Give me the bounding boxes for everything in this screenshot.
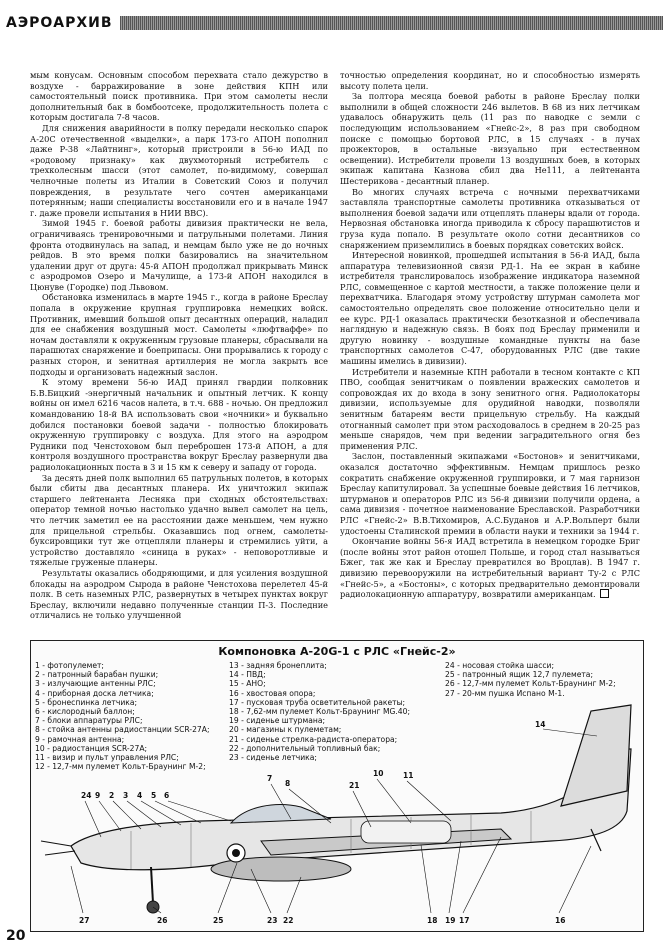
paragraph: Истребители и наземные КПН работали в тесном контакте с КП ПВО, сообщая зенитчикам о появлении вражеских самолетов и сопровождая их до входа в зону зенитного огня. Радиолокаторы дивизии, используемые для орудийной наводки, позволяли зенитным батареям вести прицельную стрельбу. На каждый отогнанный самолет при этом расходовалось в среднем в 20-25 раз меньше снарядов, чем при ведении заградительного огня без применения РЛС. <box>340 366 640 451</box>
legend-item: 21 - сиденье стрелка-радиста-оператора; <box>229 734 398 744</box>
legend-item: 25 - патронный ящик 12,7 пулемета; <box>445 670 594 680</box>
paragraph: Заслон, поставленный экипажами «Бостонов» и зенитчиками, оказался достаточно эффективным. Немцам пришлось резко сократить снабжение окруженной группировки, и 7 мая гарнизон Бреслау капитулировал. За успешные боевые действия 16 летчиков, штурманов и операторов РЛС из 56-й дивизии получили ордена, а сама дивизия - почетное наименование Бреславской. Разработчики РЛС «Гнейс-2» В.В.Тихомиров, А.С.Буданов и А.Р.Вольперт были удостоены Сталинской премии в области науки и техники за 1944 г. <box>340 451 640 536</box>
legend-item: 17 - пусковая труба осветительной ракеты; <box>229 697 406 707</box>
legend-item: 10 - радиостанция SCR-27А; <box>35 743 148 753</box>
callout-label: 16 <box>555 916 566 925</box>
callout-label: 2 <box>109 791 115 800</box>
callout-label: 21 <box>349 781 360 790</box>
legend-item: 20 - магазины к пулеметам; <box>229 725 342 735</box>
callout-label: 26 <box>157 916 168 925</box>
callout-label: 9 <box>95 791 101 800</box>
end-mark-icon <box>600 589 609 598</box>
callout-label: 23 <box>267 916 278 925</box>
callout-label: 6 <box>164 791 170 800</box>
paragraph: Результаты оказались ободряющими, и для усиления воздушной блокады на аэродром Сырода в районе Ченстохова перелетел 45-й полк. В сеть наземных РЛС, развернутых в четырех пунктах вокруг Бреслау, включили недавно полученные станции П-3. Последние отличались не только улучшенной <box>30 567 328 621</box>
section-header <box>0 14 663 32</box>
page-number: 20 <box>6 928 26 944</box>
paragraph: Зимой 1945 г. боевой работы дивизия практически не вела, ограничиваясь тренировочными и патрульными полетами. Линия фронта отодвинулась на запад, и немцам было уже не до ночных рейдов. В это время полки базировались на значительном удалении друг от друга: 45-й АПОН продолжал прикрывать Минск с аэродромов Озеро и Мачулище, а 173-й АПОН находился в Цюнуве (Городке) под Львовом. <box>30 218 328 292</box>
legend-item: 26 - 12,7-мм пулемет Кольт-Браунинг М-2; <box>445 679 616 689</box>
legend-item: 11 - визир и пульт управления РЛС; <box>35 753 179 763</box>
callout-label: 7 <box>267 774 273 783</box>
callout-label: 4 <box>137 791 143 800</box>
legend-item: 22 - дополнительный топливный бак; <box>229 743 381 753</box>
aircraft-layout-figure <box>30 640 644 932</box>
legend-item: 1 - фотопулемет; <box>35 661 104 670</box>
callout-label: 19 <box>445 916 456 925</box>
legend-item: 18 - 7,62-мм пулемет Кольт-Браунинг MG.40; <box>229 707 411 717</box>
legend-item: 24 - носовая стойка шасси; <box>445 661 555 670</box>
legend-item: 12 - 12,7-мм пулемет Кольт-Браунинг М-2; <box>35 762 206 772</box>
figure-title: Компоновка А-20G-1 с РЛС «Гнейс-2» <box>218 645 456 658</box>
left-text-column <box>30 70 328 621</box>
callout-label: 11 <box>403 771 414 780</box>
paragraph-text: Окончание войны 56-я ИАД встретила в немецком городке Бриг (после войны этот район отошел Польше, и город стал называться Бжег, так же как и Бреслау превратился во Вроцлав). В 1947 г. дивизию перевооружили на истребительный вариант Ту-2 с РЛС «Гнейс-5», а «Бостоны», с которых предварительно демонтировали радиолокационную аппаратуру, возвратили американцам. <box>340 536 640 600</box>
right-text-column <box>340 70 640 600</box>
legend-item: 19 - сиденье штурмана; <box>229 716 326 726</box>
callout-label: 14 <box>535 720 546 729</box>
legend-item: 2 - патронный барабан пушки; <box>35 670 159 680</box>
paragraph: За полтора месяца боевой работы в районе Бреслау полки выполнили в общей сложности 246 вылетов. В 68 из них летчикам удавалось обнаружить цель (11 раз по наводке с земли с последующим использованием «Гнейс-2», 8 раз при свободном поиске с помощью бортовой РЛС, в 15 случаях - в лучах прожекторов, в остальные -визуально при естественном освещении). Истребители провели 13 воздушных боев, в которых экипаж капитана Казнова сбил два Не111, а лейтенанта Шестерикова - десантный планер. <box>340 91 640 186</box>
legend-item: 23 - сиденье летчика; <box>229 753 317 763</box>
callout-label: 24 <box>81 791 92 800</box>
callout-label: 8 <box>285 779 291 788</box>
paragraph: Интересной новинкой, прошедшей испытания в 56-й ИАД, была аппаратура телевизионной связи РД-1. На ее экран в кабине истребителя транслировалось изображение индикатора наземной РЛС, совмещенное с картой местности, а также положение цели и перехватчика. Благодаря этому устройству штурман самолета мог самостоятельно определять свое положение относительно цели и ее курс. РД-1 оказалась практически безотказной и обеспечивала наглядную и надежную связь. В боях под Бреслау применили и другую новинку - воздушные командные пункты на базе транспортных самолетов С-47, оборудованных РЛС (две такие машины имелись в дивизии). <box>340 250 640 367</box>
legend-item: 9 - рамочная антенна; <box>35 734 125 744</box>
callout-label: 5 <box>151 791 157 800</box>
callout-label: 22 <box>283 916 294 925</box>
paragraph: Для снижения аварийности в полку передали несколько спарок А-20С отечественной «выделки», а парк 173-го АПОН пополнил даже Р-38 «Лайтнинг», который пристроили в 56-ю ИАД по «родовому признаку» как двухмоторный истребитель с трехколесным шасси (этот самолет, по-видимому, совершал челночные полеты из Италии в Советский Союз и получил повреждения, в результате чего сочтен американцами потерянным; наши специалисты восстановили его и в начале 1947 г. даже провели испытания в НИИ ВВС). <box>30 122 328 218</box>
legend-item: 15 - АНО; <box>229 679 266 689</box>
legend-item: 5 - бронеспинка летчика; <box>35 697 138 707</box>
callout-label: 27 <box>79 916 90 925</box>
callout-label: 18 <box>427 916 438 925</box>
paragraph: К этому времени 56-ю ИАД принял гвардии полковник Б.В.Бицкий -энергичный начальник и опытный летчик. К концу войны он имел 6216 часов налета, в т.ч. 688 - ночью. Он предложил командованию 18-й ВА использовать свои «ночники» и буквально добился постановки боевой задачи - полностью блокировать окруженную группировку с воздуха. Для этого на аэродром Рудники под Ченстоховом был переброшен 173-й АПОН, а для контроля воздушного пространства вокруг Бреслау развернули два радиолокационных поста в 3 и 15 км к северу и западу от города. <box>30 377 328 472</box>
paragraph: точностью определения координат, но и способностью измерять высоту полета цели. <box>340 70 640 91</box>
paragraph <box>340 536 640 600</box>
legend-column <box>35 661 210 771</box>
legend-column <box>229 661 410 762</box>
legend-item: 4 - приборная доска летчика; <box>35 688 154 698</box>
legend-item: 8 - стойка антенны радиостанции SCR-27А; <box>35 725 210 735</box>
callout-label: 10 <box>373 769 384 778</box>
callout-label: 25 <box>213 916 224 925</box>
section-title: АЭРОАРХИВ <box>6 14 119 32</box>
legend-item: 14 - ПВД; <box>229 670 266 680</box>
legend-item: 16 - хвостовая опора; <box>229 688 316 698</box>
header-rule <box>120 16 663 30</box>
callout-label: 3 <box>123 791 129 800</box>
legend-item: 3 - излучающие антенны РЛС; <box>35 679 156 689</box>
legend-column <box>445 661 616 698</box>
legend-item: 6 - кислородный баллон; <box>35 707 135 717</box>
paragraph: Во многих случаях встреча с ночными перехватчиками заставляла транспортные самолеты противника отказываться от выполнения боевой задачи или отцеплять планеры вдали от города. Нервозная обстановка иногда приводила к сбросу парашютистов и груза куда попало. В результате около сотни десантников со снаряжением приземлились в боевых порядках советских войск. <box>340 186 640 250</box>
paragraph: Обстановка изменилась в марте 1945 г., когда в районе Бреслау попала в окружение крупная группировка немецких войск. Противник, имевший большой опыт десантных операций, наладил для ее снабжения воздушный мост. Самолеты «люфтваффе» по ночам доставляли к окруженным грузовые планеры, сбрасывали на парашютах снаряжение и боеприпасы. Они прорывались к городу с разных сторон, и зенитная артиллерия не могла закрыть все подходы и организовать надежный заслон. <box>30 292 328 377</box>
callout-label: 17 <box>459 916 470 925</box>
paragraph: За десять дней полк выполнил 65 патрульных полетов, в которых были сбиты два десантных планера. Их уничтожил экипаж старшего лейтенанта Лесняка при сходных обстоятельствах: оператор темной ночью настолько удачно вывел самолет на цель, что летчик заметил ее на расстоянии даже меньшем, чем нужно для прицельной стрельбы. Оказавшись под огнем, самолеты-буксировщики тут же отцепляли планеры и стремились уйти, а устройство доставляло «синица в руках» - неповоротливые и тяжелые груженые планеры. <box>30 472 328 568</box>
legend-item: 27 - 20-мм пушка Испано М-1. <box>445 688 565 698</box>
legend-item: 13 - задняя бронеплита; <box>229 661 327 670</box>
paragraph: мым конусам. Основным способом перехвата стало дежурство в воздухе - барражирование в зоне действия КПН или самостоятельный поиск противника. При этом самолеты несли дополнительный бак в бомбоотсеке, продолжительность полета с которым достигала 7-8 часов. <box>30 70 328 123</box>
legend-item: 7 - блоки аппаратуры РЛС; <box>35 716 143 726</box>
